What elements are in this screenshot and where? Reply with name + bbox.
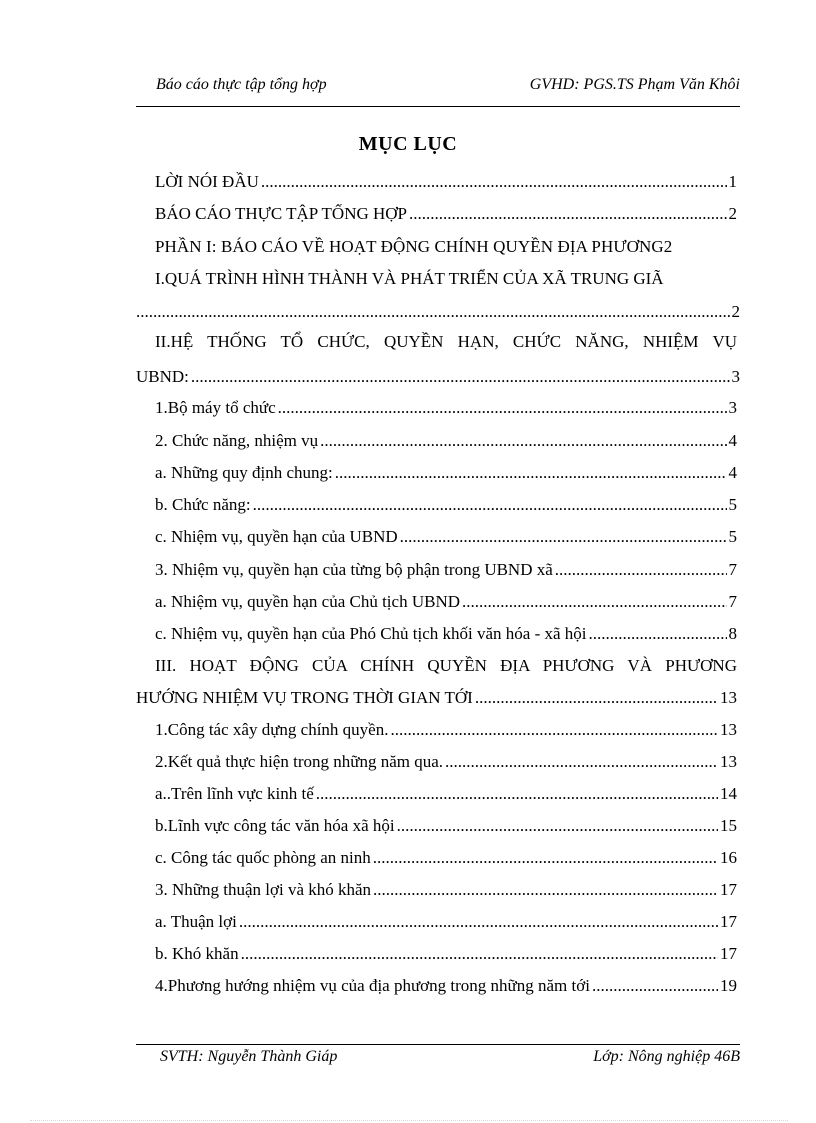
toc-leader [320, 431, 726, 451]
toc-leader [316, 784, 718, 804]
toc-entry-page: 7 [728, 560, 737, 579]
toc-entry[interactable] [155, 976, 737, 996]
toc-entry-text: 3. Nhiệm vụ, quyền hạn của từng bộ phận trong UBND xã [155, 560, 553, 579]
toc-leader [475, 688, 718, 708]
toc-entry-second-line [136, 688, 737, 708]
toc-entry-text: BÁO CÁO THỰC TẬP TỔNG HỢP [155, 204, 408, 223]
toc-entry-page: 13 [720, 752, 737, 771]
toc-entry[interactable] [155, 204, 737, 224]
page-bottom-dotted-border [30, 1120, 788, 1121]
toc-entry-text: a..Trên lĩnh vực kinh tế [155, 784, 314, 803]
toc-entry-text: PHẦN I: BÁO CÁO VỀ HOẠT ĐỘNG CHÍNH QUYỀN ĐỊA PHƯƠNG [155, 237, 664, 256]
toc-entry-text: 1.Công tác xây dựng chính quyền. [155, 720, 389, 739]
toc-leader [191, 367, 730, 387]
toc-entry-text: b. Khó khăn [155, 944, 239, 963]
toc-entry-page: 17 [720, 880, 737, 899]
toc-entry-leader-line [136, 302, 740, 322]
toc-leader [278, 398, 727, 418]
toc-leader [261, 172, 727, 192]
toc-leader [555, 560, 727, 580]
footer-student: SVTH: Nguyễn Thành Giáp [160, 1048, 338, 1065]
toc-entry-page: 2 [731, 302, 740, 321]
header-rule [136, 106, 740, 107]
toc-entry-text: 2. Chức năng, nhiệm vụ [155, 431, 319, 450]
toc-entry[interactable] [155, 495, 737, 515]
toc-entry-page: 13 [720, 720, 737, 739]
toc-entry[interactable] [155, 816, 737, 836]
footer-rule [136, 1044, 740, 1045]
toc-entry-text: 4.Phương hướng nhiệm vụ của địa phương trong những năm tới [155, 976, 590, 995]
toc-entry-text: a. Những quy định chung: [155, 463, 333, 482]
toc-entry[interactable] [155, 944, 737, 964]
toc-entry-page: 3 [731, 367, 740, 386]
header-report-title: Báo cáo thực tập tổng hợp [156, 76, 327, 93]
toc-entry[interactable] [155, 560, 737, 580]
toc-entry-second-line [136, 367, 740, 387]
toc-entry-text: a. Thuận lợi [155, 912, 237, 931]
toc-entry-page: 5 [728, 527, 737, 546]
toc-entry-text: b.Lĩnh vực công tác văn hóa xã hội [155, 816, 395, 835]
toc-leader [589, 624, 727, 644]
toc-entry[interactable] [155, 237, 740, 257]
toc-entry-text: 3. Những thuận lợi và khó khăn [155, 880, 372, 899]
toc-entry-text: 1.Bộ máy tổ chức [155, 398, 276, 417]
toc-leader [335, 463, 727, 483]
toc-entry-page: 14 [720, 784, 737, 803]
toc-entry-page: 4 [728, 463, 737, 482]
toc-entry[interactable] [155, 592, 737, 612]
toc-entry[interactable] [155, 720, 737, 740]
toc-entry-text: c. Nhiệm vụ, quyền hạn của UBND [155, 527, 398, 546]
toc-leader [400, 527, 727, 547]
toc-entry-page: 16 [720, 848, 737, 867]
toc-entry[interactable] [155, 398, 737, 418]
toc-entry-text: b. Chức năng: [155, 495, 251, 514]
toc-entry-page: 15 [720, 816, 737, 835]
toc-entry-page: 13 [720, 688, 737, 707]
toc-entry-text: III. HOẠT ĐỘNG CỦA CHÍNH QUYỀN ĐỊA PHƯƠNG VÀ PHƯƠNG [155, 656, 737, 675]
toc-entry-page: 2 [663, 237, 673, 256]
toc-leader [462, 592, 727, 612]
toc-entry-text: LỜI NÓI ĐẦU [155, 172, 259, 191]
page-header [136, 74, 740, 98]
toc-leader [445, 752, 718, 772]
toc-leader [241, 944, 718, 964]
toc-entry[interactable] [155, 624, 737, 644]
toc-entry[interactable] [155, 172, 737, 192]
toc-leader [397, 816, 718, 836]
toc-entry-text: c. Công tác quốc phòng an ninh [155, 848, 371, 867]
toc-leader [390, 720, 718, 740]
toc-entry-page: 7 [728, 592, 737, 611]
page-title: MỤC LỤC [358, 133, 458, 155]
toc-entry-page: 1 [728, 172, 737, 191]
toc-leader [373, 880, 718, 900]
toc-entry-text-continued: UBND: [136, 367, 189, 386]
toc-entry[interactable] [155, 463, 737, 483]
header-supervisor: GVHD: PGS.TS Phạm Văn Khôi [529, 76, 740, 93]
toc-entry-page: 19 [720, 976, 737, 995]
toc-entry-page: 17 [720, 944, 737, 963]
toc-leader [373, 848, 718, 868]
toc-entry-page: 2 [728, 204, 737, 223]
toc-leader [592, 976, 718, 996]
toc-entry-text: I.QUÁ TRÌNH HÌNH THÀNH VÀ PHÁT TRIỂN CỦA XÃ TRUNG GIÃ [155, 269, 664, 288]
toc-entry[interactable] [155, 848, 737, 868]
toc-leader [253, 495, 727, 515]
toc-entry-page: 3 [728, 398, 737, 417]
toc-entry-page: 17 [720, 912, 737, 931]
toc-entry-text: c. Nhiệm vụ, quyền hạn của Phó Chủ tịch khối văn hóa - xã hội [155, 624, 587, 643]
toc-entry-page: 4 [728, 431, 737, 450]
toc-entry-page: 5 [728, 495, 737, 514]
toc-leader [409, 204, 726, 224]
toc-entry[interactable] [155, 752, 737, 772]
toc-entry-text: a. Nhiệm vụ, quyền hạn của Chủ tịch UBND [155, 592, 460, 611]
toc-entry[interactable] [155, 527, 737, 547]
toc-entry-text: II.HỆ THỐNG TỔ CHỨC, QUYỀN HẠN, CHỨC NĂNG, NHIỆM VỤ [155, 332, 737, 351]
toc-entry-text: 2.Kết quả thực hiện trong những năm qua. [155, 752, 444, 771]
toc-entry-text-continued: HƯỚNG NHIỆM VỤ TRONG THỜI GIAN TỚI [136, 688, 473, 707]
footer-class: Lớp: Nông nghiệp 46B [593, 1048, 740, 1065]
toc-leader [239, 912, 718, 932]
toc-entry[interactable] [155, 912, 737, 932]
toc-entry[interactable] [155, 784, 737, 804]
toc-entry[interactable] [155, 880, 737, 900]
toc-entry[interactable] [155, 431, 737, 451]
toc-entry-page: 8 [728, 624, 737, 643]
page-footer [136, 1048, 740, 1072]
toc-leader [136, 302, 730, 322]
